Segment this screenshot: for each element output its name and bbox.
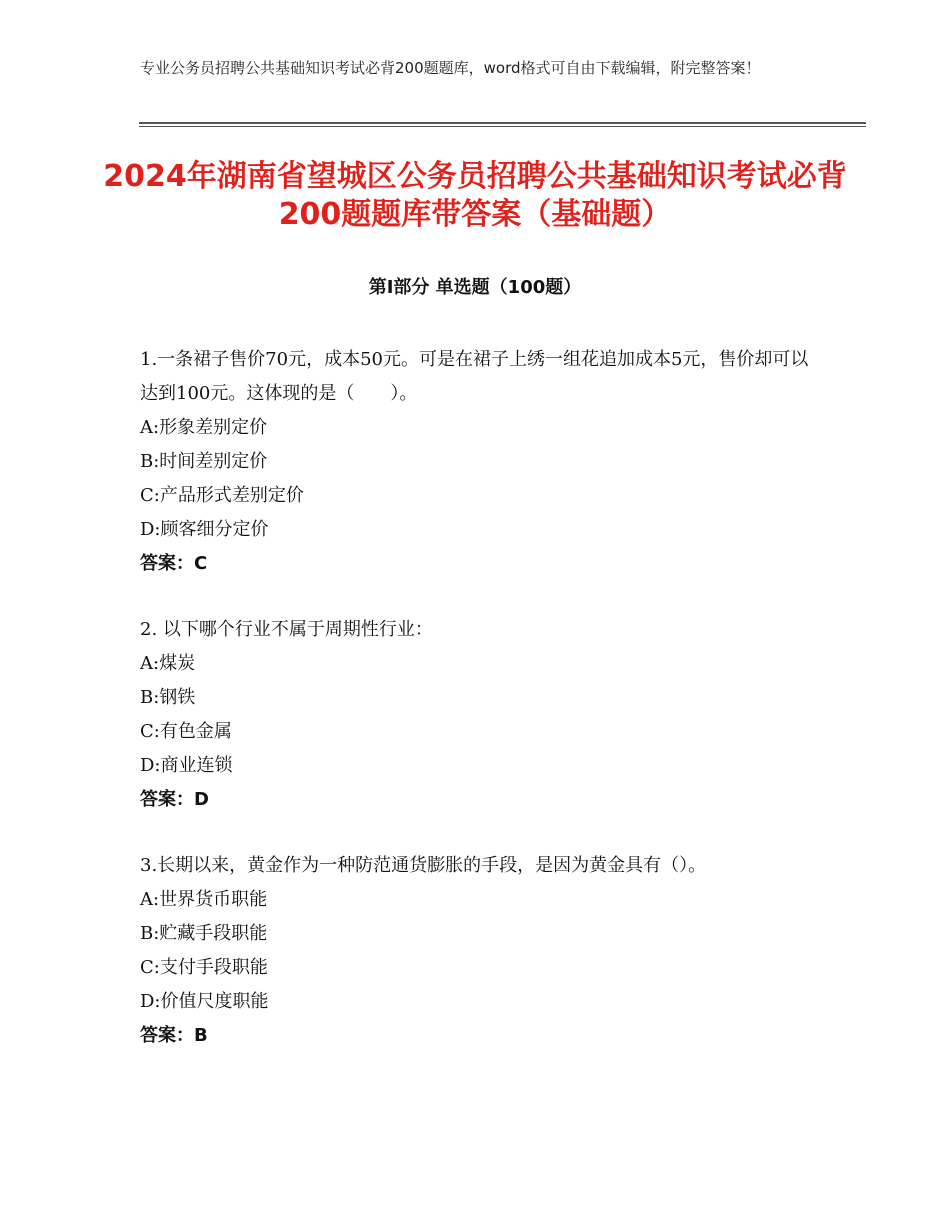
question-list <box>140 343 810 1085</box>
question-2 <box>140 613 810 817</box>
option-d: D:价值尺度职能 <box>140 991 269 1012</box>
question-1 <box>140 343 810 581</box>
option-d: D:商业连锁 <box>140 755 233 776</box>
section-heading: 第Ⅰ部分 单选题（100题） <box>368 277 582 298</box>
answer-line: 答案：C <box>140 553 208 574</box>
question-stem: 3.长期以来，黄金作为一种防范通货膨胀的手段，是因为黄金具有（）。 <box>140 855 707 876</box>
header-note: 专业公务员招聘公共基础知识考试必背200题题库，word格式可自由下载编辑，附完整答案！ <box>140 59 761 77</box>
question-3 <box>140 849 810 1053</box>
option-c: C:有色金属 <box>140 721 232 742</box>
option-b: B:时间差别定价 <box>140 451 268 472</box>
option-a: A:煤炭 <box>140 653 196 674</box>
header-divider-thick <box>139 122 866 124</box>
document-title: 2024年湖南省望城区公务员招聘公共基础知识考试必背200题题库带答案（基础题） <box>103 159 847 232</box>
option-b: B:钢铁 <box>140 687 196 708</box>
option-a: A:世界货币职能 <box>140 889 268 910</box>
option-a: A:形象差别定价 <box>140 417 268 438</box>
header-divider-thin <box>139 126 866 127</box>
option-c: C:产品形式差别定价 <box>140 485 304 506</box>
question-stem: 2. 以下哪个行业不属于周期性行业： <box>140 619 433 640</box>
option-c: C:支付手段职能 <box>140 957 268 978</box>
option-d: D:顾客细分定价 <box>140 519 269 540</box>
option-b: B:贮藏手段职能 <box>140 923 268 944</box>
answer-line: 答案：B <box>140 1025 208 1046</box>
question-stem: 1.一条裙子售价70元，成本50元。可是在裙子上绣一组花追加成本5元，售价却可以达到100元。这体现的是（ ）。 <box>140 349 809 404</box>
answer-line: 答案：D <box>140 789 209 810</box>
